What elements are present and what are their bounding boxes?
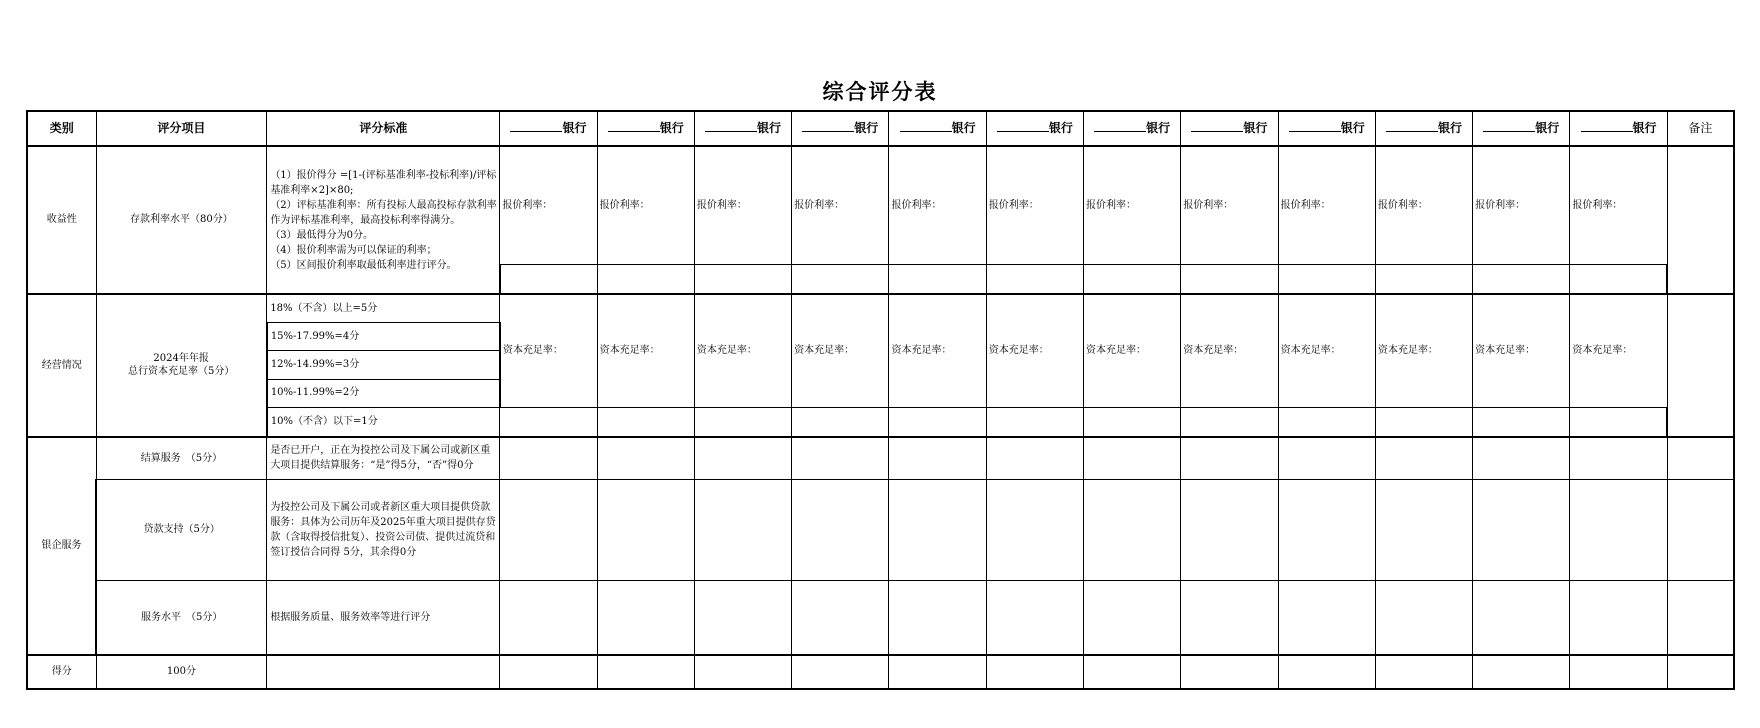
bank-loan-cell: [889, 480, 986, 581]
bank-capital-ratio-cell: 资本充足率：: [500, 294, 597, 407]
bank-service-level-cell: [500, 580, 597, 655]
bank-service-level-cell: [1278, 580, 1375, 655]
item-loan: 贷款支持（5分）: [96, 480, 267, 581]
bank-capital-ratio-cell: 资本充足率：: [694, 294, 791, 407]
remarks-score: [1667, 655, 1734, 689]
bank-name-blank: [1483, 120, 1535, 132]
bank-loan-cell: [1181, 480, 1278, 581]
bank-total-score-cell: [1278, 655, 1375, 689]
bank-service-level-cell: [889, 580, 986, 655]
header-category: 类别: [27, 111, 96, 146]
bank-settlement-cell: [694, 437, 791, 480]
criteria-line: （2）评标基准利率：所有投标人最高投标存款利率作为评标基准利率，最高投标利率得满分。: [270, 199, 497, 226]
bank-settlement-cell: [1570, 437, 1667, 480]
bank-settlement-cell: [1084, 437, 1181, 480]
criteria-line: （5）区间报价利率取最低利率进行评分。: [270, 259, 457, 271]
header-bank: [597, 111, 694, 146]
bank-name-blank: [1094, 120, 1146, 132]
bank-capital-ratio-cell: 资本充足率：: [1084, 294, 1181, 407]
bank-quote-rate-cell: 报价利率：: [500, 146, 597, 265]
bank-score-cell: [694, 265, 791, 294]
header-bank-suffix: 银行: [1340, 121, 1365, 136]
bank-total-score-cell: [1473, 655, 1570, 689]
bank-service-level-cell: [1570, 580, 1667, 655]
bank-total-score-cell: [1570, 655, 1667, 689]
header-item: 评分项目: [96, 111, 267, 146]
remarks-operations: [1667, 294, 1734, 436]
bank-service-level-cell: [1473, 580, 1570, 655]
bank-name-blank: [802, 120, 854, 132]
bank-name-blank: [1581, 120, 1633, 132]
bank-capital-ratio-cell: 资本充足率：: [889, 294, 986, 407]
bank-quote-rate-cell: 报价利率：: [1181, 146, 1278, 265]
bank-loan-cell: [1375, 480, 1472, 581]
header-bank-suffix: 银行: [951, 121, 976, 136]
bank-score-cell: [1181, 265, 1278, 294]
bank-loan-cell: [792, 480, 889, 581]
bank-score-cell: [986, 265, 1083, 294]
bank-total-score-cell: [792, 655, 889, 689]
bank-total-score-cell: [986, 655, 1083, 689]
criteria-loan: 为投控公司及下属公司或者新区重大项目提供贷款服务：具体为公司历年及2025年重大项目提供存贷款（含取得授信批复）、投资公司债、提供过流贷和签订授信合同得 5分，其余得0分: [267, 480, 500, 581]
bank-score-cell: [500, 407, 597, 436]
bank-score-cell: [1473, 265, 1570, 294]
item-capital-adequacy: [96, 294, 267, 436]
bank-quote-rate-cell: 报价利率：: [1278, 146, 1375, 265]
header-bank-suffix: 银行: [562, 121, 587, 136]
bank-quote-rate-cell: 报价利率：: [597, 146, 694, 265]
bank-capital-ratio-cell: 资本充足率：: [1473, 294, 1570, 407]
remarks-service-level: [1667, 580, 1734, 655]
bank-score-cell: [889, 407, 986, 436]
bank-loan-cell: [597, 480, 694, 581]
bank-score-cell: [1084, 265, 1181, 294]
bank-score-cell: [1375, 407, 1472, 436]
bank-loan-cell: [1278, 480, 1375, 581]
bank-quote-rate-cell: 报价利率：: [1084, 146, 1181, 265]
item-total: 100分: [96, 655, 267, 689]
bank-score-cell: [1473, 407, 1570, 436]
bank-total-score-cell: [694, 655, 791, 689]
header-bank: [792, 111, 889, 146]
bank-service-level-cell: [986, 580, 1083, 655]
criteria-score: [267, 655, 500, 689]
header-bank: [1181, 111, 1278, 146]
bank-service-level-cell: [1181, 580, 1278, 655]
tier-3: 12%-14.99%=3分: [267, 351, 500, 379]
bank-loan-cell: [500, 480, 597, 581]
bank-capital-ratio-cell: 资本充足率：: [1570, 294, 1667, 407]
header-bank-suffix: 银行: [1535, 121, 1560, 136]
bank-score-cell: [1278, 265, 1375, 294]
bank-loan-cell: [1473, 480, 1570, 581]
bank-service-level-cell: [1084, 580, 1181, 655]
bank-name-blank: [997, 120, 1049, 132]
bank-name-blank: [1289, 120, 1341, 132]
bank-capital-ratio-cell: 资本充足率：: [597, 294, 694, 407]
header-bank: [889, 111, 986, 146]
bank-loan-cell: [986, 480, 1083, 581]
item-deposit-rate: 存款利率水平（80分）: [96, 146, 267, 294]
bank-score-cell: [1084, 407, 1181, 436]
bank-settlement-cell: [597, 437, 694, 480]
bank-loan-cell: [1570, 480, 1667, 581]
bank-score-cell: [597, 265, 694, 294]
bank-score-cell: [1375, 265, 1472, 294]
item-line: 总行资本充足率（5分）: [127, 366, 235, 378]
header-bank-suffix: 银行: [757, 121, 782, 136]
bank-total-score-cell: [1181, 655, 1278, 689]
bank-total-score-cell: [500, 655, 597, 689]
header-bank-suffix: 银行: [1243, 121, 1268, 136]
header-bank: [1473, 111, 1570, 146]
bank-capital-ratio-cell: 资本充足率：: [792, 294, 889, 407]
bank-capital-ratio-cell: 资本充足率：: [1375, 294, 1472, 407]
category-profitability: 收益性: [27, 146, 96, 294]
category-services: 银企服务: [27, 437, 96, 655]
header-bank-suffix: 银行: [1632, 121, 1657, 136]
header-bank: [1375, 111, 1472, 146]
header-bank: [500, 111, 597, 146]
bank-quote-rate-cell: 报价利率：: [1375, 146, 1472, 265]
bank-score-cell: [889, 265, 986, 294]
header-criteria: 评分标准: [267, 111, 500, 146]
bank-name-blank: [510, 120, 562, 132]
bank-settlement-cell: [792, 437, 889, 480]
bank-score-cell: [986, 407, 1083, 436]
bank-service-level-cell: [792, 580, 889, 655]
item-settlement: 结算服务 （5分）: [96, 437, 267, 480]
remarks-profitability: [1667, 146, 1734, 294]
bank-service-level-cell: [694, 580, 791, 655]
bank-quote-rate-cell: 报价利率：: [889, 146, 986, 265]
bank-name-blank: [900, 120, 952, 132]
bank-total-score-cell: [889, 655, 986, 689]
item-service-level: 服务水平 （5分）: [96, 580, 267, 655]
bank-score-cell: [597, 407, 694, 436]
bank-loan-cell: [694, 480, 791, 581]
criteria-deposit-rate: [267, 146, 500, 294]
bank-settlement-cell: [986, 437, 1083, 480]
item-line: 2024年年报: [153, 352, 209, 364]
criteria-line: （4）报价利率需为可以保证的利率；: [270, 244, 437, 256]
header-bank-suffix: 银行: [1437, 121, 1462, 136]
bank-settlement-cell: [1278, 437, 1375, 480]
tier-5: 10%（不含）以下=1分: [267, 407, 500, 436]
criteria-line: （1）报价得分 =[1-(评标基准利率-投标利率)/评标基准利率×2]×80;: [270, 169, 497, 196]
bank-score-cell: [1278, 407, 1375, 436]
remarks-settlement: [1667, 437, 1734, 480]
criteria-settlement: 是否已开户，正在为投控公司及下属公司或新区重大项目提供结算服务：“是”得5分，“否”得0分: [267, 437, 500, 480]
bank-score-cell: [792, 407, 889, 436]
criteria-service-level: 根据服务质量、服务效率等进行评分: [267, 580, 500, 655]
bank-quote-rate-cell: 报价利率：: [694, 146, 791, 265]
bank-score-cell: [1570, 407, 1667, 436]
bank-loan-cell: [1084, 480, 1181, 581]
bank-quote-rate-cell: 报价利率：: [792, 146, 889, 265]
header-bank: [694, 111, 791, 146]
bank-score-cell: [500, 265, 597, 294]
bank-score-cell: [792, 265, 889, 294]
bank-capital-ratio-cell: 资本充足率：: [986, 294, 1083, 407]
bank-service-level-cell: [597, 580, 694, 655]
scoring-table: [26, 110, 1735, 690]
bank-score-cell: [1570, 265, 1667, 294]
tier-1: 18%（不含）以上=5分: [267, 294, 500, 322]
bank-name-blank: [1191, 120, 1243, 132]
header-bank: [1570, 111, 1667, 146]
bank-name-blank: [1386, 120, 1438, 132]
header-bank-suffix: 银行: [1146, 121, 1171, 136]
bank-settlement-cell: [1375, 437, 1472, 480]
header-bank-suffix: 银行: [854, 121, 879, 136]
bank-score-cell: [1181, 407, 1278, 436]
criteria-line: （3）最低得分为0分。: [270, 229, 374, 241]
category-score: 得分: [27, 655, 96, 689]
category-operations: 经营情况: [27, 294, 96, 436]
header-bank-suffix: 银行: [1048, 121, 1073, 136]
tier-2: 15%-17.99%=4分: [267, 323, 500, 351]
bank-name-blank: [608, 120, 660, 132]
header-remarks: 备注: [1667, 111, 1734, 146]
bank-total-score-cell: [597, 655, 694, 689]
bank-settlement-cell: [1473, 437, 1570, 480]
bank-name-blank: [705, 120, 757, 132]
bank-capital-ratio-cell: 资本充足率：: [1181, 294, 1278, 407]
bank-quote-rate-cell: 报价利率：: [1570, 146, 1667, 265]
bank-settlement-cell: [1181, 437, 1278, 480]
bank-settlement-cell: [500, 437, 597, 480]
bank-total-score-cell: [1084, 655, 1181, 689]
remarks-loan: [1667, 480, 1734, 581]
bank-total-score-cell: [1375, 655, 1472, 689]
header-bank: [1278, 111, 1375, 146]
bank-quote-rate-cell: 报价利率：: [1473, 146, 1570, 265]
header-bank: [1084, 111, 1181, 146]
bank-capital-ratio-cell: 资本充足率：: [1278, 294, 1375, 407]
bank-settlement-cell: [889, 437, 986, 480]
tier-4: 10%-11.99%=2分: [267, 379, 500, 407]
bank-score-cell: [694, 407, 791, 436]
page-title: 综合评分表: [822, 79, 938, 104]
header-bank: [986, 111, 1083, 146]
bank-quote-rate-cell: 报价利率：: [986, 146, 1083, 265]
header-bank-suffix: 银行: [659, 121, 684, 136]
bank-service-level-cell: [1375, 580, 1472, 655]
